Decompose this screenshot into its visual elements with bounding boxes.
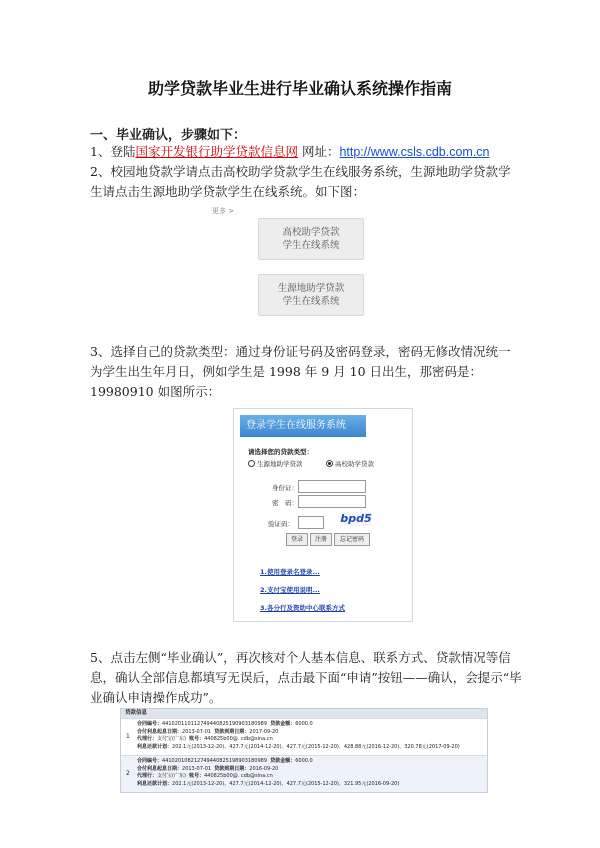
radio-icon	[248, 460, 255, 467]
branch-contacts-link[interactable]: 3.各分行及资助中心联系方式	[260, 604, 345, 612]
more-link[interactable]: 更多 >	[212, 207, 235, 215]
account-value: 440825b00@. cdb@sina.cn	[204, 773, 273, 779]
table-row	[121, 718, 487, 755]
radio-origin-label: 生源地助学贷款	[257, 460, 303, 468]
radio-college-label: 高校助学贷款	[335, 460, 374, 468]
agent-bank-label: 代理行：	[137, 736, 158, 742]
repay-plan-label: 利息还款计划：	[137, 743, 173, 750]
section-heading: 一、毕业确认，步骤如下：	[90, 128, 247, 143]
btn2-line2: 学生在线系统	[282, 296, 340, 307]
agent-bank: 支付宝(广东)	[157, 736, 186, 742]
amount-label: 贷款金额：	[270, 758, 296, 764]
interest-start-label: 合付利息起息日期：	[137, 728, 183, 735]
id-label: 身份证：	[272, 484, 298, 492]
register-button[interactable]: 注册	[310, 533, 332, 546]
account-label: 账号：	[189, 773, 205, 779]
due-date: 2016-09-20	[249, 765, 279, 772]
choose-type-label: 请选择您的贷款类型：	[248, 448, 313, 456]
due-date-label: 贷款到期日期：	[214, 728, 250, 735]
captcha-input[interactable]	[298, 516, 324, 529]
repay-plan: 202.1元(2013-12-20)、427.7元(2014-12-20)、427.7元(2015-12-20)、321.95元(2016-09-20)	[172, 780, 400, 787]
row-number: 2	[126, 770, 130, 777]
system-choice-figure	[212, 206, 392, 326]
contract-number: 441020110112749440825190903180989	[162, 721, 267, 727]
login-panel-figure	[233, 408, 413, 622]
radio-origin-loan[interactable]	[248, 459, 303, 468]
btn2-line1: 生源地助学贷款	[277, 283, 345, 294]
captcha-label: 验证码：	[268, 520, 294, 528]
interest-start-label: 合付利息起息日期：	[137, 765, 183, 772]
login-button[interactable]: 登录	[286, 533, 308, 546]
step-5: 5、点击左侧“毕业确认”，再次核对个人基本信息、联系方式、贷款情况等信息，确认全部信息都填写无误后，点击最下面“申请”按钮——确认，会提示“毕业确认申请操作成功”。	[90, 650, 522, 705]
amount-value: 6000.0	[295, 721, 313, 727]
step-1-mid: 网址：	[297, 144, 340, 159]
repay-plan: 202.1元(2013-12-20)、427.7元(2014-12-20)、427.7元(2015-12-20)、428.88元(2016-12-20)、320.78元(2017-09-20)	[172, 743, 460, 750]
due-date: 2017-09-20	[249, 728, 279, 735]
account-label: 账号：	[189, 736, 205, 742]
amount-label: 贷款金额：	[270, 721, 296, 727]
interest-start-date: 2013-07-01	[182, 728, 212, 735]
page-title: 助学贷款毕业生进行毕业确认系统操作指南	[147, 79, 452, 98]
login-by-name-link[interactable]: 1.使用登录名登录...	[260, 568, 320, 576]
amount-value: 6000.0	[295, 758, 313, 764]
alipay-guide-link[interactable]: 2.支付宝使用说明...	[260, 586, 320, 594]
loan-info-header: 贷款信息	[121, 709, 487, 718]
radio-college-loan[interactable]	[326, 459, 374, 468]
loan-info-figure	[120, 708, 488, 793]
btn1-line1: 高校助学贷款	[282, 227, 340, 238]
step-1-prefix: 1、登陆	[90, 144, 136, 159]
interest-start-date: 2013-07-01	[182, 765, 212, 772]
repay-plan-label: 利息还款计划：	[137, 780, 173, 787]
password-input[interactable]	[298, 495, 366, 508]
table-row	[121, 755, 487, 792]
due-date-label: 贷款到期日期：	[214, 765, 250, 772]
origin-loan-system-button[interactable]	[258, 274, 364, 316]
contract-label: 合同编号：	[137, 758, 163, 764]
password-label: 密 码：	[272, 499, 298, 507]
step-2: 2、校园地贷款学请点击高校助学贷款学生在线服务系统，生源地助学贷款学生请点击生源地助学贷款学生在线系统。如下图：	[90, 164, 511, 199]
radio-selected-icon	[326, 460, 333, 467]
college-loan-system-button[interactable]	[258, 218, 364, 260]
btn1-line2: 学生在线系统	[282, 240, 340, 251]
agent-bank-label: 代理行：	[137, 773, 158, 779]
cdb-site-link[interactable]: 国家开发银行助学贷款信息网	[135, 144, 298, 159]
site-url-link[interactable]: http://www.csls.cdb.com.cn	[339, 145, 490, 159]
contract-label: 合同编号：	[137, 721, 163, 727]
contract-number: 441020108212749440825198903180989	[162, 758, 267, 764]
account-value: 440825b00@. cdb@sina.cn	[204, 736, 273, 742]
forgot-password-button[interactable]: 忘记密码	[334, 533, 370, 546]
step-1	[90, 142, 522, 162]
agent-bank: 支付宝(广东)	[157, 773, 186, 779]
captcha-image: bpd5	[340, 512, 372, 525]
step-3: 3、选择自己的贷款类型：通过身份证号码及密码登录，密码无修改情况统一为学生出生年月日，例如学生是 1998 年 9 月 10 日出生，那密码是：19980910 如图所示：	[90, 344, 511, 399]
id-number-input[interactable]	[298, 480, 366, 493]
row-number: 1	[126, 733, 130, 740]
login-header: 登录学生在线服务系统	[240, 415, 366, 437]
